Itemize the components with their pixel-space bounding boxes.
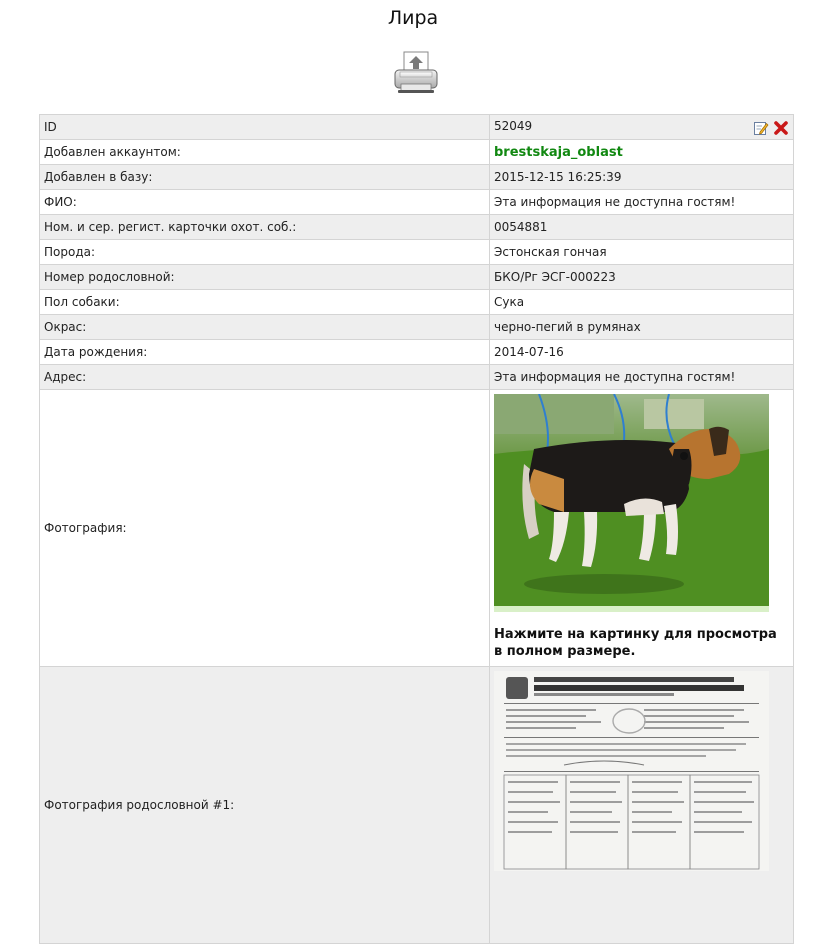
pedigree-photo-label: Фотография родословной #1: bbox=[40, 667, 490, 944]
dog-info-table bbox=[39, 114, 794, 944]
card-value: 0054881 bbox=[490, 215, 794, 240]
color-label: Окрас: bbox=[40, 315, 490, 340]
table-row bbox=[40, 290, 794, 315]
address-value: Эта информация не доступна гостям! bbox=[490, 365, 794, 390]
edit-icon bbox=[753, 120, 769, 136]
birth-date-value: 2014-07-16 bbox=[490, 340, 794, 365]
card-label: Ном. и сер. регист. карточки охот. соб.: bbox=[40, 215, 490, 240]
photo-caption: Нажмите на картинку для просмотра в полном размере. bbox=[494, 627, 777, 659]
delete-button[interactable] bbox=[773, 120, 789, 136]
table-row bbox=[40, 240, 794, 265]
account-cell bbox=[490, 140, 794, 165]
fio-value: Эта информация не доступна гостям! bbox=[490, 190, 794, 215]
photo-cell bbox=[490, 390, 794, 667]
table-row bbox=[40, 365, 794, 390]
sex-label: Пол собаки: bbox=[40, 290, 490, 315]
id-label: ID bbox=[40, 115, 490, 140]
account-link[interactable]: brestskaja_oblast bbox=[494, 144, 623, 160]
table-row bbox=[40, 165, 794, 190]
pedigree-photo-cell bbox=[490, 667, 794, 944]
pedigree-photo[interactable] bbox=[494, 671, 769, 871]
table-row bbox=[40, 265, 794, 290]
printer-icon bbox=[392, 50, 440, 96]
table-row bbox=[40, 667, 794, 944]
id-value: 52049 bbox=[494, 118, 533, 133]
account-label: Добавлен аккаунтом: bbox=[40, 140, 490, 165]
pedigree-number-value: БКО/Рг ЭСГ-000223 bbox=[490, 265, 794, 290]
pedigree-number-label: Номер родословной: bbox=[40, 265, 490, 290]
sex-value: Сука bbox=[490, 290, 794, 315]
breed-label: Порода: bbox=[40, 240, 490, 265]
row-actions bbox=[753, 120, 789, 136]
table-row bbox=[40, 140, 794, 165]
photo-label: Фотография: bbox=[40, 390, 490, 667]
table-row bbox=[40, 340, 794, 365]
address-label: Адрес: bbox=[40, 365, 490, 390]
table-row bbox=[40, 115, 794, 140]
table-row bbox=[40, 315, 794, 340]
print-button[interactable] bbox=[392, 50, 440, 96]
table-row bbox=[40, 390, 794, 667]
added-value: 2015-12-15 16:25:39 bbox=[490, 165, 794, 190]
table-row bbox=[40, 190, 794, 215]
added-label: Добавлен в базу: bbox=[40, 165, 490, 190]
page-title: Лира bbox=[387, 7, 439, 29]
breed-value: Эстонская гончая bbox=[490, 240, 794, 265]
delete-icon bbox=[773, 120, 789, 136]
edit-button[interactable] bbox=[753, 120, 769, 136]
id-cell bbox=[490, 115, 794, 140]
fio-label: ФИО: bbox=[40, 190, 490, 215]
table-row bbox=[40, 215, 794, 240]
color-value: черно-пегий в румянах bbox=[490, 315, 794, 340]
dog-photo[interactable] bbox=[494, 394, 769, 612]
birth-date-label: Дата рождения: bbox=[40, 340, 490, 365]
